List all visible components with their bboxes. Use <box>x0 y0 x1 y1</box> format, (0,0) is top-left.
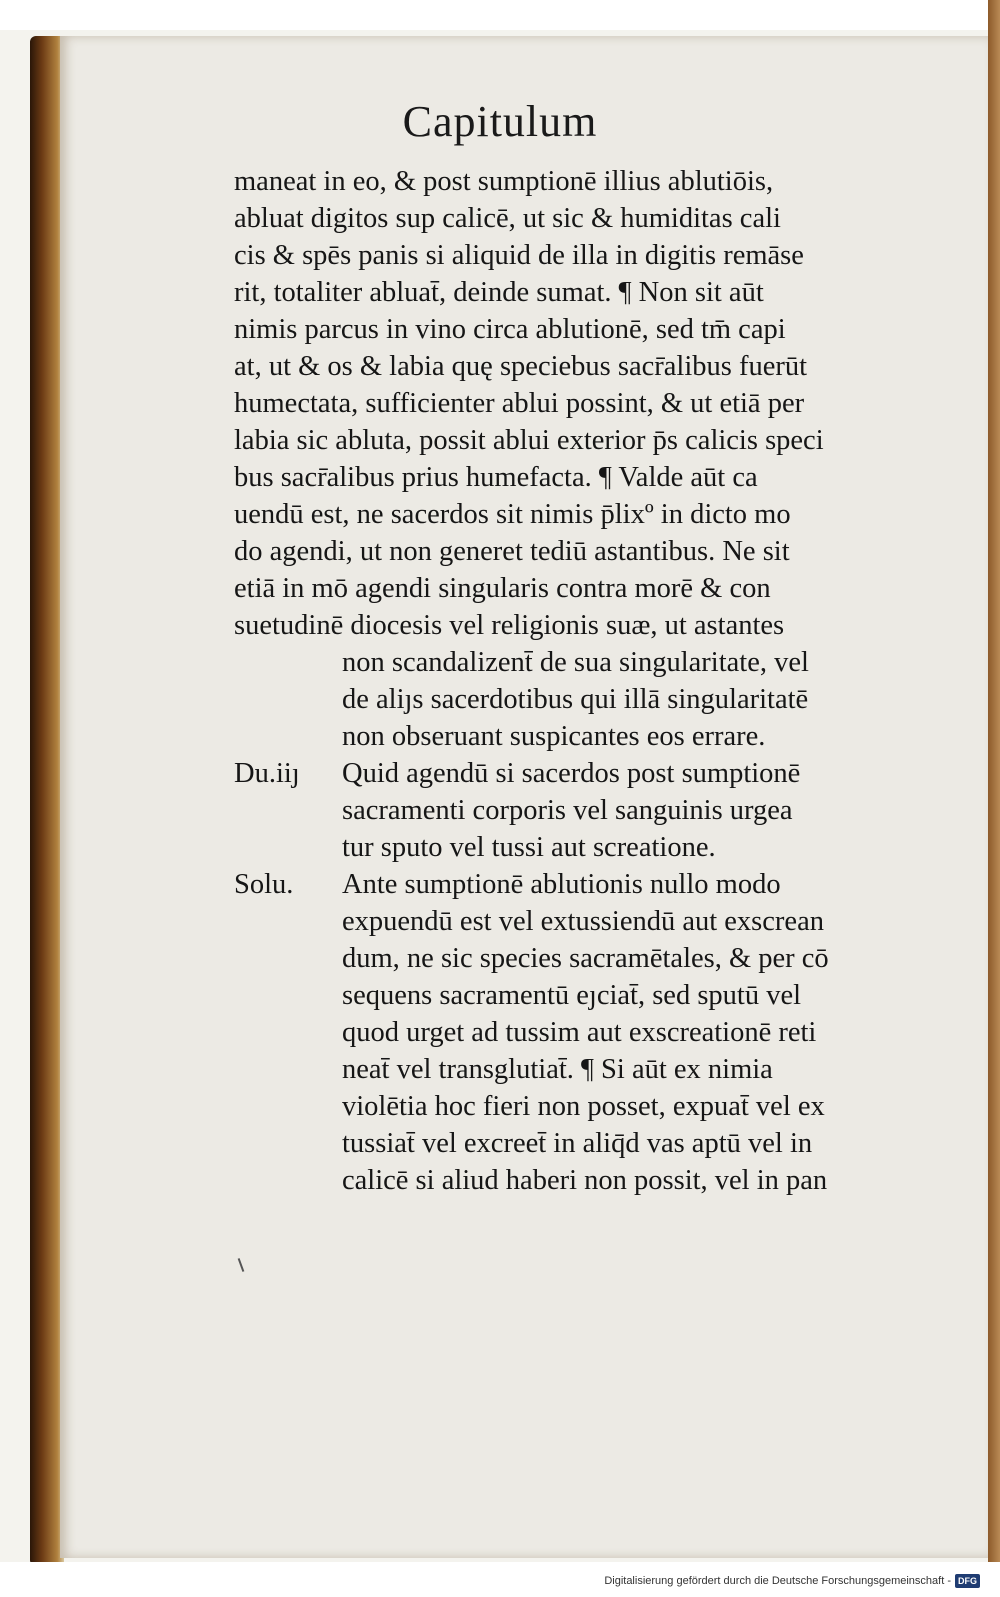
line-text: violētia hoc fieri non posset, expuat̄ vel ex <box>342 1091 825 1122</box>
text-line <box>234 681 942 718</box>
text-line <box>234 1088 942 1125</box>
credit-text: Digitalisierung gefördert durch die Deutsche Forschungsgemeinschaft - <box>604 1575 951 1587</box>
text-line <box>234 718 942 755</box>
line-text: suetudinē diocesis vel religionis suæ, ut astantes <box>234 610 785 641</box>
text-line <box>234 1125 942 1162</box>
line-text: cis & spēs panis si aliquid de illa in digitis remāse <box>234 240 804 271</box>
line-text: bus sacr̄alibus prius humefacta. ¶ Valde aūt ca <box>234 462 758 493</box>
line-text: Quid agendū si sacerdos post sumptionē <box>342 758 801 789</box>
line-text: humectata, sufficienter ablui possint, & ut etiā per <box>234 388 805 419</box>
line-text: neat̄ vel transglutiat̄. ¶ Si aūt ex nimia <box>342 1054 773 1085</box>
line-text: sequens sacramentū eȷciat̄, sed sputū vel <box>342 980 802 1011</box>
text-line <box>234 459 942 496</box>
line-text: quod urget ad tussim aut exscreationē reti <box>342 1017 817 1048</box>
text-line <box>234 866 942 903</box>
text-line <box>234 644 942 681</box>
page-body-text <box>234 163 942 1199</box>
margin-marker: Solu. <box>234 869 294 900</box>
text-line <box>234 829 942 866</box>
line-text: dum, ne sic species sacramētales, & per cō <box>342 943 829 974</box>
top-margin <box>0 0 1000 30</box>
digitization-credit <box>580 1570 980 1592</box>
margin-marker: Du.iiȷ <box>234 758 300 789</box>
book-edge <box>988 0 1000 1597</box>
line-text: tur sputo vel tussi aut screatione. <box>342 832 716 863</box>
text-line <box>234 977 942 1014</box>
line-text: abluat digitos sup calicē, ut sic & humiditas cali <box>234 203 781 234</box>
line-text: do agendi, ut non generet tediū astantibus. Ne sit <box>234 536 790 567</box>
text-line <box>234 940 942 977</box>
line-text: etiā in mō agendi singularis contra morē & con <box>234 573 771 604</box>
text-line <box>234 570 942 607</box>
text-line <box>234 496 942 533</box>
text-line <box>234 274 942 311</box>
text-line <box>234 1051 942 1088</box>
line-text: nimis parcus in vino circa ablutionē, sed tm̄ capi <box>234 314 786 345</box>
book-binding <box>30 36 64 1566</box>
text-line <box>234 533 942 570</box>
line-text: calicē si aliud haberi non possit, vel in pan <box>342 1165 828 1196</box>
text-line <box>234 163 942 200</box>
text-line <box>234 607 942 644</box>
text-line <box>234 200 942 237</box>
line-text: de aliȷs sacerdotibus qui illā singularitatē <box>342 684 809 715</box>
line-text: sacramenti corporis vel sanguinis urgea <box>342 795 793 826</box>
text-line <box>234 1162 942 1199</box>
text-line <box>234 385 942 422</box>
text-line <box>234 903 942 940</box>
line-text: at, ut & os & labia quę speciebus sacr̄alibus fuerūt <box>234 351 808 382</box>
dfg-logo: DFG <box>955 1574 980 1588</box>
line-text: non scandalizent̄ de sua singularitate, vel <box>342 647 809 678</box>
text-line <box>234 792 942 829</box>
text-line <box>234 237 942 274</box>
line-text: Ante sumptionē ablutionis nullo modo <box>342 869 781 900</box>
line-text: rit, totaliter abluat̄, deinde sumat. ¶ Non sit aūt <box>234 277 764 308</box>
line-text: maneat in eo, & post sumptionē illius ablutiōis, <box>234 166 774 197</box>
running-header: Capitulum <box>402 97 598 146</box>
line-text: tussiat̄ vel excreet̄ in aliq̄d vas aptū vel in <box>342 1128 813 1159</box>
line-text: uendū est, ne sacerdos sit nimis p̄lixº in dicto mo <box>234 499 791 530</box>
text-line <box>234 348 942 385</box>
text-line <box>234 1014 942 1051</box>
line-text: expuendū est vel extussiendū aut exscrean <box>342 906 824 937</box>
text-line <box>234 422 942 459</box>
line-text: non obseruant suspicantes eos errare. <box>342 721 766 752</box>
line-text: labia sic abluta, possit ablui exterior p̄s calicis speci <box>234 425 824 456</box>
text-line <box>234 311 942 348</box>
text-line <box>234 755 942 792</box>
